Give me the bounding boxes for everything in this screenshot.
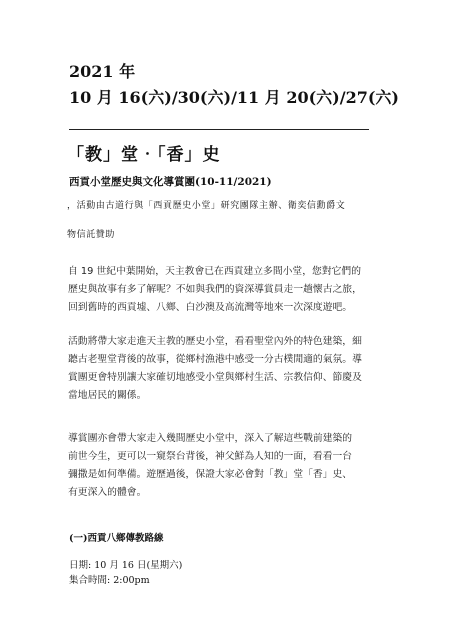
intro-paragraph <box>68 263 400 317</box>
paragraph-line: 賞團更會特別讓大家確切地感受小堂與鄉村生活、宗教信仰、節慶及 <box>68 372 362 383</box>
route-heading: (一)西貢八鄉傳教路線 <box>69 533 164 544</box>
activity-paragraph <box>68 333 400 405</box>
event-dates: 10 月 16(六)/30(六)/11 月 20(六)/27(六) <box>69 88 399 107</box>
route-meeting-time: 集合時間: 2:00pm <box>69 575 150 586</box>
sponsor-text-line-1: ，活動由古道行與「西貢歷史小堂」研究團隊主辦、衛奕信勳爵文 <box>67 201 346 211</box>
paragraph-line: 彌撒是如何準備。遊歷過後，保證大家必會對「教」堂「香」史、 <box>68 469 353 480</box>
divider-line <box>69 129 369 130</box>
event-year: 2021 年 <box>69 62 136 81</box>
paragraph-line: 前世今生，更可以一窺祭台背後，神父鮮為人知的一面，看看一台 <box>68 451 353 462</box>
route-date: 日期: 10 月 16 日(星期六) <box>69 560 183 571</box>
paragraph-line: 有更深入的體會。 <box>68 487 147 498</box>
paragraph-line: 回到舊時的西貢墟、八鄉、白沙澳及高流灣等地來一次深度遊吧。 <box>68 302 353 313</box>
event-title: 「教」堂‧「香」史 <box>67 145 221 165</box>
paragraph-line: 導賞團亦會帶大家走入幾間歷史小堂中，深入了解這些戰前建築的 <box>68 433 353 444</box>
event-subtitle: 西貢小堂歷史與文化導賞團(10-11/2021) <box>69 176 272 188</box>
paragraph-line: 自 19 世紀中葉開始，天主教會已在西貢建立多間小堂，您對它們的 <box>68 266 362 277</box>
paragraph-line: 歷史與故事有多了解呢？不如與我們的資深導賞員走一趟懷古之旅， <box>68 284 362 295</box>
paragraph-line: 活動將帶大家走進天主教的歷史小堂，看看聖堂內外的特色建築，細 <box>68 336 362 347</box>
paragraph-line: 當地居民的關係。 <box>68 390 147 401</box>
tour-paragraph <box>68 430 400 502</box>
paragraph-line: 聽古老聖堂背後的故事，從鄉村漁港中感受一分古樸閒適的氣氛。導 <box>68 354 362 365</box>
sponsor-text-line-2: 物信託贊助 <box>67 230 116 240</box>
